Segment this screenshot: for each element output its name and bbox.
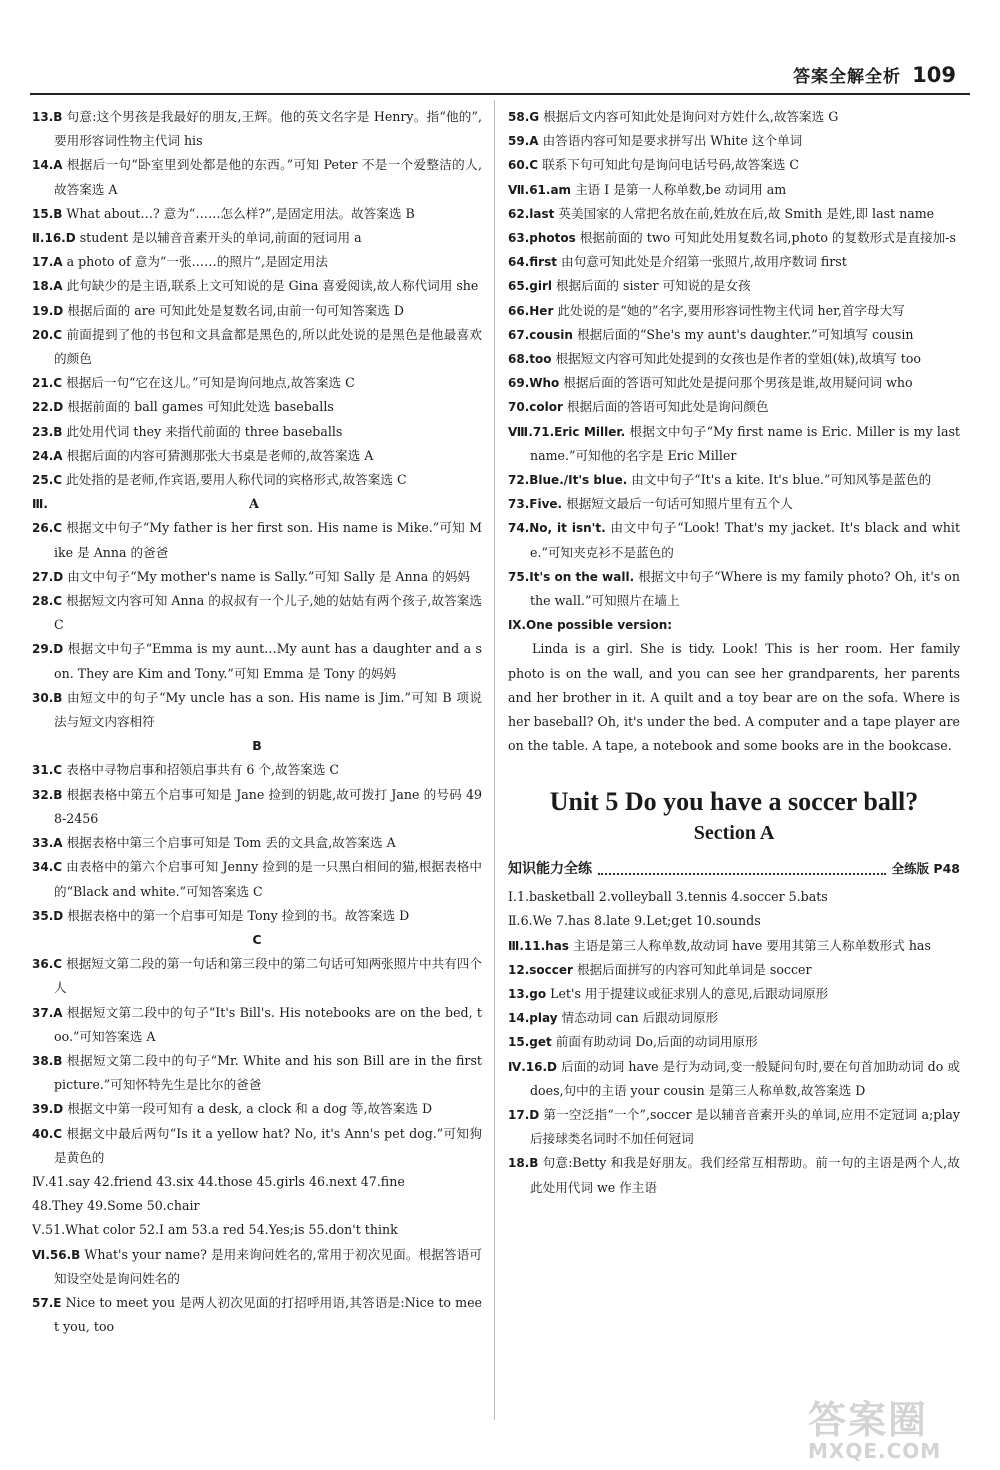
answer-number: 34.C — [32, 860, 63, 875]
answer-explanation: 根据后一句“它在这儿。”可知是询问地点,故答案选 C — [66, 375, 355, 391]
column-divider — [494, 100, 495, 1420]
answer-explanation: 情态动词 can 后跟动词原形 — [561, 1010, 719, 1026]
answer-number: 67.cousin — [508, 327, 573, 342]
answer-entry — [32, 855, 482, 903]
answer-explanation: 联系下句可知此句是询问电话号码,故答案选 C — [542, 157, 800, 173]
answer-entry — [508, 1151, 960, 1199]
answer-entry — [32, 589, 482, 637]
answer-explanation: 根据后面的 are 可知此处是复数名词,由前一句可知答案选 D — [67, 302, 404, 318]
answer-number: 58.G — [508, 110, 540, 124]
section-row — [32, 492, 482, 516]
answer-number: 64.first — [508, 255, 557, 270]
answer-entry — [32, 153, 482, 201]
answer-entry — [32, 444, 482, 468]
answer-explanation: 根据后一句“卧室里到处都是他的东西。”可知 Peter 不是一个爱整洁的人,故答案选 A — [54, 157, 482, 197]
answer-number: 38.B — [32, 1053, 63, 1068]
answer-entry — [32, 420, 482, 444]
answer-entry — [32, 952, 482, 1000]
answer-entry — [32, 904, 482, 928]
answer-number: 33.A — [32, 836, 63, 851]
answer-entry — [508, 274, 960, 298]
answer-explanation: 由文中句子“My mother's name is Sally.”可知 Sally 是 Anna 的妈妈 — [67, 568, 471, 584]
answer-entry — [508, 347, 960, 371]
answer-entry — [508, 323, 960, 347]
essay-text: Linda is a girl. She is tidy. Look! This is her room. Her family photo is on the wall, and you can see her grandparents, her parents and her brother in it. A quilt and a toy bear are on the sofa. Where is her baseball? Oh, it's under the bed. A computer and a tape player are on the table. A tape, a notebook and some books are in the bookcase. — [508, 641, 960, 754]
answer-explanation: 前面提到了他的书包和文具盒都是黑色的,所以此处说的是黑色是他最喜欢的颜色 — [54, 326, 482, 367]
answer-entry — [32, 686, 482, 734]
answer-entry — [32, 1001, 482, 1049]
answer-explanation: 由文中句子“Look! That's my jacket. It's black and white.”可知夹克衫不是蓝色的 — [530, 520, 961, 560]
answer-explanation: 根据文中第一段可知有 a desk, a clock 和 a dog 等,故答案选 D — [67, 1101, 433, 1117]
answer-explanation: 根据文中最后两句“Is it a yellow hat? No, it's Ann's pet dog.”可知狗是黄色的 — [54, 1125, 482, 1165]
answer-entry — [508, 129, 960, 153]
answer-line: 48.They 49.Some 50.chair — [32, 1198, 200, 1214]
answer-number: 70.color — [508, 400, 563, 415]
answer-entry — [508, 516, 960, 564]
answer-explanation: 根据前面的 ball games 可知此处选 baseballs — [67, 399, 334, 415]
answer-explanation: 根据表格中第五个启事可知是 Jane 捡到的钥匙,故可拨打 Jane 的号码 498-2456 — [54, 786, 482, 826]
answer-number: 73.Five. — [508, 497, 563, 512]
answer-number: 35.D — [32, 908, 64, 923]
answer-explanation: 第一空泛指“一个”,soccer 是以辅音音素开头的单词,应用不定冠词 a;play 后接球类名词时不加任何冠词 — [530, 1106, 960, 1147]
answer-entry — [32, 105, 482, 153]
answer-explanation: 表格中寻物启事和招领启事共有 6 个,故答案选 C — [66, 762, 340, 778]
answer-explanation: Nice to meet you 是两人初次见面的打招呼用语,其答语是:Nice to meet you, too — [54, 1294, 482, 1335]
passage-label: B — [252, 738, 262, 754]
dot-leader — [598, 863, 886, 875]
answer-number: 15.get — [508, 1035, 552, 1050]
answer-number: Ⅸ.One possible version: — [508, 618, 673, 633]
practice-ref: 全练版 P48 — [891, 860, 960, 876]
answer-entry — [508, 299, 960, 323]
answer-number: 25.C — [32, 473, 63, 488]
answer-entry — [32, 250, 482, 274]
answer-explanation: 根据文中句子“Emma is my aunt…My aunt has a daughter and a son. They are Kim and Tony.”可知 Emma 是 Tony 的妈妈 — [54, 641, 482, 681]
answer-number: Ⅲ.11.has — [508, 938, 569, 953]
right-column — [508, 105, 960, 1200]
answer-explanation: 主语是第三人称单数,故动词 have 要用其第三人称单数形式 has — [572, 937, 931, 953]
answer-number: 12.soccer — [508, 962, 573, 977]
answer-number: 63.photos — [508, 231, 576, 246]
answer-number: 22.D — [32, 400, 64, 415]
answer-explanation: What about…? 意为“……怎么样?”,是固定用法。故答案选 B — [66, 205, 415, 221]
answer-explanation: Let's 用于提建议或征求别人的意见,后跟动词原形 — [550, 985, 829, 1001]
answer-explanation: 由答语内容可知是要求拼写出 White 这个单词 — [542, 133, 803, 149]
answer-number: 32.B — [32, 787, 63, 802]
answer-entry — [32, 516, 482, 564]
answer-explanation: 根据表格中的第一个启事可知是 Tony 捡到的书。故答案选 D — [67, 907, 410, 923]
answer-explanation: 根据后面的答语可知此处是提问那个男孩是谁,故用疑问词 who — [563, 375, 913, 391]
answer-entry — [32, 1049, 482, 1097]
answer-number: Ⅶ.61.am — [508, 182, 572, 197]
answer-number: 36.C — [32, 957, 63, 972]
answer-number: 74.No, it isn't. — [508, 521, 606, 536]
watermark-line2: MXQE.COM — [808, 1439, 942, 1463]
answer-number: Ⅷ.71.Eric Miller. — [508, 424, 626, 439]
answer-line: Ⅳ.41.say 42.friend 43.six 44.those 45.girls 46.next 47.fine — [32, 1173, 405, 1189]
answer-entry — [32, 1243, 482, 1291]
answer-number: 14.A — [32, 158, 63, 173]
answer-number: 23.B — [32, 424, 63, 439]
answer-number: 13.B — [32, 110, 63, 124]
answer-entry — [508, 958, 960, 982]
answer-entry — [508, 202, 960, 226]
answer-entry — [508, 1055, 960, 1103]
header-title: 答案全解全析 — [793, 67, 902, 87]
answer-explanation: 根据前面的 two 可知此处用复数名词,photo 的复数形式是直接加-s — [579, 230, 956, 246]
answer-explanation: 主语 I 是第一人称单数,be 动词用 am — [575, 181, 787, 197]
answer-explanation: 此句缺少的是主语,联系上文可知说的是 Gina 喜爱阅读,故人称代词用 she — [66, 278, 479, 294]
answer-entry — [32, 1097, 482, 1121]
answer-number: 62.last — [508, 206, 555, 221]
watermark-logo — [808, 1400, 978, 1466]
answer-number: 68.too — [508, 352, 552, 367]
answer-number: 31.C — [32, 763, 63, 778]
practice-bar — [508, 857, 960, 881]
answer-number: 39.D — [32, 1102, 64, 1117]
answer-number: Ⅳ.16.D — [508, 1059, 558, 1074]
answer-line: Ⅰ.1.basketball 2.volleyball 3.tennis 4.soccer 5.bats — [508, 889, 828, 905]
answer-explanation: 根据短文第二段中的句子“It's Bill's. His notebooks are on the bed, too.”可知答案选 A — [54, 1004, 482, 1044]
answer-number: 75.It's on the wall. — [508, 569, 635, 584]
answer-number: 19.D — [32, 303, 64, 318]
answer-explanation: 根据后面的 sister 可知说的是女孩 — [556, 278, 751, 294]
answer-explanation: What's your name? 是用来询问姓名的,常用于初次见面。根据答语可知设空处是询问姓名的 — [54, 1246, 483, 1286]
answer-explanation: a photo of 意为“一张……的照片”,是固定用法 — [66, 254, 328, 270]
answer-explanation: 由文中句子“It's a kite. It's blue.”可知风筝是蓝色的 — [631, 472, 932, 488]
answer-explanation: 由句意可知此处是介绍第一张照片,故用序数词 first — [560, 254, 847, 270]
answer-number: 14.play — [508, 1011, 558, 1026]
answer-explanation: 此处指的是老师,作宾语,要用人称代词的宾格形式,故答案选 C — [66, 472, 407, 488]
answer-explanation: student 是以辅音音素开头的单词,前面的冠词用 a — [79, 230, 362, 246]
answer-explanation: 根据短文第二段中的句子“Mr. White and his son Bill are in the first picture.”可知怀特先生是比尔的爸爸 — [54, 1052, 482, 1093]
answer-entry — [32, 274, 482, 298]
answer-entry — [32, 831, 482, 855]
answer-entry — [32, 783, 482, 831]
page-header — [793, 62, 956, 87]
answer-entry — [32, 323, 482, 371]
answer-number: 15.B — [32, 206, 63, 221]
answer-entry — [508, 468, 960, 492]
answer-explanation: 根据后面拼写的内容可知此单词是 soccer — [576, 961, 812, 977]
answer-number: 17.A — [32, 255, 63, 270]
answer-explanation: 英美国家的人常把名放在前,姓放在后,故 Smith 是姓,即 last name — [558, 205, 935, 221]
answer-number: 66.Her — [508, 303, 554, 318]
answer-entry — [508, 565, 960, 613]
answer-number: 28.C — [32, 594, 63, 609]
answer-explanation: 根据短文内容可知 Anna 的叔叔有一个儿子,她的姑姑有两个孩子,故答案选 C — [54, 593, 482, 633]
answer-entry — [32, 299, 482, 323]
answer-number: 37.A — [32, 1005, 63, 1020]
answer-explanation: 根据文中句子“My first name is Eric. Miller is my last name.”可知他的名字是 Eric Miller — [530, 423, 960, 463]
answer-number: 26.C — [32, 521, 63, 536]
section-roman: Ⅲ. — [32, 497, 48, 512]
answer-number: 27.D — [32, 569, 64, 584]
answer-entry — [508, 105, 960, 129]
answer-entry — [508, 178, 960, 202]
answer-explanation: 前面有助动词 Do,后面的动词用原形 — [555, 1034, 758, 1050]
answer-entry — [32, 1291, 482, 1339]
answer-number: 69.Who — [508, 376, 560, 391]
watermark-line1: 答案圈 — [808, 1398, 929, 1442]
answer-number: 72.Blue./It's blue. — [508, 473, 628, 488]
answer-explanation: 此处说的是“她的”名字,要用形容词性物主代词 her,首字母大写 — [557, 302, 905, 318]
answer-entry — [508, 250, 960, 274]
answer-entry — [32, 202, 482, 226]
header-rule — [30, 93, 970, 95]
answer-number: 57.E — [32, 1295, 62, 1310]
section-title: Section A — [693, 821, 775, 844]
answer-entry — [32, 565, 482, 589]
answer-entry — [32, 371, 482, 395]
page-number: 109 — [912, 63, 956, 87]
answer-number: 30.B — [32, 690, 63, 705]
answer-number: 17.D — [508, 1107, 540, 1122]
answer-explanation: 根据后面的答语可知此处是询问颜色 — [566, 399, 769, 415]
answer-explanation: 句意:这个男孩是我最好的朋友,王辉。他的英文名字是 Henry。指“他的”,要用形容词性物主代词 his — [54, 109, 482, 149]
answer-number: 24.A — [32, 448, 63, 463]
answer-entry — [32, 637, 482, 685]
answer-number: 60.C — [508, 158, 539, 173]
answer-explanation: 根据短文内容可知此处提到的女孩也是作者的堂姐(妹),故填写 too — [555, 351, 921, 367]
answer-explanation: 根据后面的“She's my aunt's daughter.”可知填写 cousin — [576, 326, 914, 342]
answer-number: 13.go — [508, 986, 547, 1001]
answer-number: 40.C — [32, 1126, 63, 1141]
answer-entry — [508, 395, 960, 419]
passage-label: C — [252, 931, 262, 947]
answer-explanation: 根据文中句子“Where is my family photo? Oh, it's on the wall.”可知照片在墙上 — [530, 568, 960, 609]
answer-number: 18.A — [32, 279, 63, 294]
answer-entry — [508, 492, 960, 516]
unit-title: Unit 5 Do you have a soccer ball? — [549, 787, 919, 817]
answer-entry — [508, 1103, 960, 1151]
answer-explanation: 根据短文第二段的第一句话和第三段中的第二句话可知两张照片中共有四个人 — [54, 956, 482, 996]
answer-entry — [508, 982, 960, 1006]
answer-line: Ⅴ.51.What color 52.I am 53.a red 54.Yes;is 55.don't think — [32, 1222, 398, 1238]
answer-entry — [508, 934, 960, 958]
left-column — [32, 105, 482, 1339]
answer-explanation: 根据表格中第三个启事可知是 Tom 丢的文具盒,故答案选 A — [66, 835, 396, 851]
answer-number: 20.C — [32, 327, 63, 342]
answer-line: Ⅱ.6.We 7.has 8.late 9.Let;get 10.sounds — [508, 913, 761, 929]
practice-title: 知识能力全练 — [508, 860, 592, 877]
answer-entry — [32, 758, 482, 782]
answer-number: 21.C — [32, 376, 63, 391]
answer-explanation: 后面的动词 have 是行为动词,变一般疑问句时,要在句首加助动词 do 或 does,句中的主语 your cousin 是第三人称单数,故答案选 D — [530, 1058, 960, 1098]
answer-entry — [32, 395, 482, 419]
passage-label: A — [249, 496, 259, 512]
answer-entry — [508, 226, 960, 250]
answer-number: Ⅱ.16.D — [32, 231, 76, 246]
answer-explanation: 根据后文内容可知此处是询问对方姓什么,故答案选 G — [543, 109, 839, 124]
answer-entry — [508, 420, 960, 468]
answer-entry — [32, 468, 482, 492]
answer-entry — [508, 371, 960, 395]
answer-explanation: 由短文中的句子“My uncle has a son. His name is Jim.”可知 B 项说法与短文内容相符 — [54, 689, 482, 730]
answer-number: 59.A — [508, 134, 539, 149]
answer-explanation: 根据短文最后一句话可知照片里有五个人 — [566, 496, 793, 512]
answer-number: Ⅵ.56.B — [32, 1247, 81, 1262]
answer-entry — [508, 613, 960, 637]
answer-explanation: 此处用代词 they 来指代前面的 three baseballs — [66, 423, 343, 439]
answer-entry — [508, 1006, 960, 1030]
answer-entry — [508, 153, 960, 177]
answer-number: 18.B — [508, 1156, 539, 1171]
answer-entry — [32, 1122, 482, 1170]
answer-explanation: 由表格中的第六个启事可知 Jenny 捡到的是一只黑白相间的猫,根据表格中的“Black and white.”可知答案选 C — [54, 859, 482, 899]
answer-explanation: 根据文中句子“My father is her first son. His name is Mike.”可知 Mike 是 Anna 的爸爸 — [54, 520, 482, 560]
answer-entry — [508, 1030, 960, 1054]
answer-entry — [32, 226, 482, 250]
answer-number: 29.D — [32, 642, 64, 657]
answer-number: 65.girl — [508, 279, 552, 294]
answer-explanation: 句意:Betty 和我是好朋友。我们经常互相帮助。前一句的主语是两个人,故此处用代词 we 作主语 — [530, 1155, 960, 1195]
answer-explanation: 根据后面的内容可猜测那张大书桌是老师的,故答案选 A — [66, 447, 374, 463]
